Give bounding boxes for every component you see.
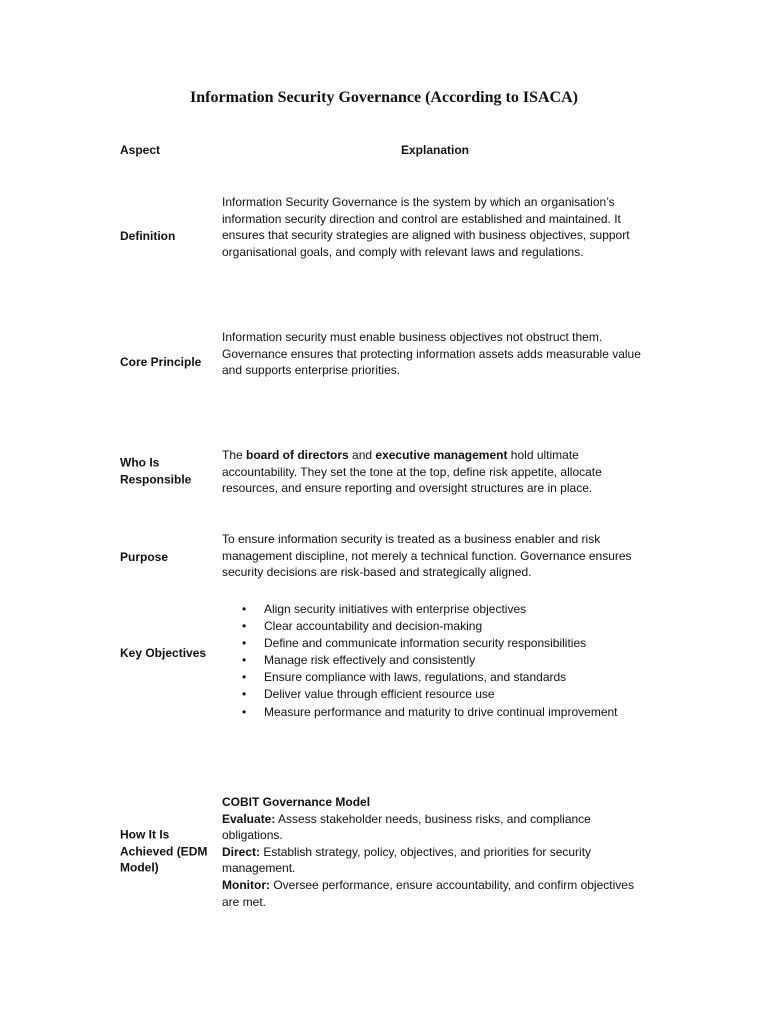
list-item [222, 686, 652, 703]
list-item-text: Ensure compliance with laws, regulations, and standards [264, 670, 567, 685]
list-item [222, 704, 652, 721]
column-header-explanation: Explanation [400, 143, 469, 157]
bullet-icon: • [242, 619, 247, 634]
purpose-text: To ensure information security is treated as a business enabler and risk management discipline, not merely a technical function. Governance ensures security decisions are risk-based and strategically aligned. [222, 532, 632, 580]
board-of-directors-bold: board of directors [246, 448, 349, 462]
who-text-pre: The [222, 448, 247, 462]
list-item [222, 669, 652, 686]
edm-heading [222, 794, 652, 811]
list-item-text: Clear accountability and decision-making [264, 619, 483, 634]
list-item [222, 635, 652, 652]
list-item [222, 652, 652, 669]
edm-direct [222, 844, 652, 877]
row-label-purpose: Purpose [120, 549, 169, 564]
document-title: Information Security Governance (According to ISACA) [190, 89, 578, 106]
bullet-icon: • [242, 704, 247, 719]
evaluate-label: Evaluate: [222, 811, 276, 826]
row-label-key-objectives: Key Objectives [120, 645, 207, 660]
edm-evaluate [222, 811, 652, 844]
who-text-post: hold ultimate accountability. They set the tone at the top, define risk appetite, allocate resources, and ensure reporting and oversight structures are in place. [222, 448, 602, 496]
list-item-text: Manage risk effectively and consistently [264, 653, 476, 668]
row-label-edm-model: How It Is Achieved (EDM Model) [120, 827, 208, 875]
bullet-icon: • [242, 602, 247, 616]
monitor-text: Oversee performance, ensure accountability, and confirm objectives are met. [222, 877, 634, 909]
row-content-definition [222, 194, 652, 260]
key-objectives-list [222, 601, 652, 721]
evaluate-text: Assess stakeholder needs, business risks, and compliance obligations. [222, 811, 591, 843]
list-item [222, 601, 652, 618]
row-content-core-principle [222, 329, 652, 379]
row-content-who-is-responsible [222, 447, 652, 497]
definition-text: Information Security Governance is the system by which an organisation’s information security direction and control are established and maintained. It ensures that security strategies are aligned with business objectives, support organisational goals, and comply with relevant laws and regulations. [222, 195, 630, 259]
bullet-icon: • [242, 653, 247, 668]
cobit-heading: COBIT Governance Model [222, 795, 371, 809]
bullet-icon: • [242, 687, 247, 702]
monitor-label: Monitor: [222, 877, 270, 892]
list-item-text: Measure performance and maturity to drive continual improvement [264, 704, 618, 719]
column-header-aspect: Aspect [120, 143, 161, 157]
edm-monitor [222, 877, 652, 910]
row-label-definition: Definition [120, 228, 176, 243]
who-text-mid: and [348, 448, 376, 462]
row-content-key-objectives [222, 601, 652, 721]
row-content-edm-model [222, 794, 652, 910]
list-item-text: Define and communicate information security responsibilities [264, 636, 587, 651]
direct-text: Establish strategy, policy, objectives, and priorities for security management. [222, 844, 592, 876]
list-item [222, 618, 652, 635]
list-item-text: Deliver value through efficient resource use [264, 687, 495, 702]
direct-label: Direct: [222, 844, 261, 859]
bullet-icon: • [242, 636, 247, 651]
bullet-icon: • [242, 670, 247, 685]
row-label-who-is-responsible: Who Is Responsible [120, 455, 192, 486]
row-content-purpose [222, 531, 652, 581]
core-principle-text: Information security must enable business objectives not obstruct them. Governance ensures that protecting information assets adds measurable value and supports enterprise priorities. [222, 330, 641, 378]
executive-management-bold: executive management [375, 448, 508, 462]
who-is-responsible-text [222, 447, 652, 497]
list-item-text: Align security initiatives with enterprise objectives [264, 602, 527, 616]
row-label-core-principle: Core Principle [120, 354, 202, 369]
